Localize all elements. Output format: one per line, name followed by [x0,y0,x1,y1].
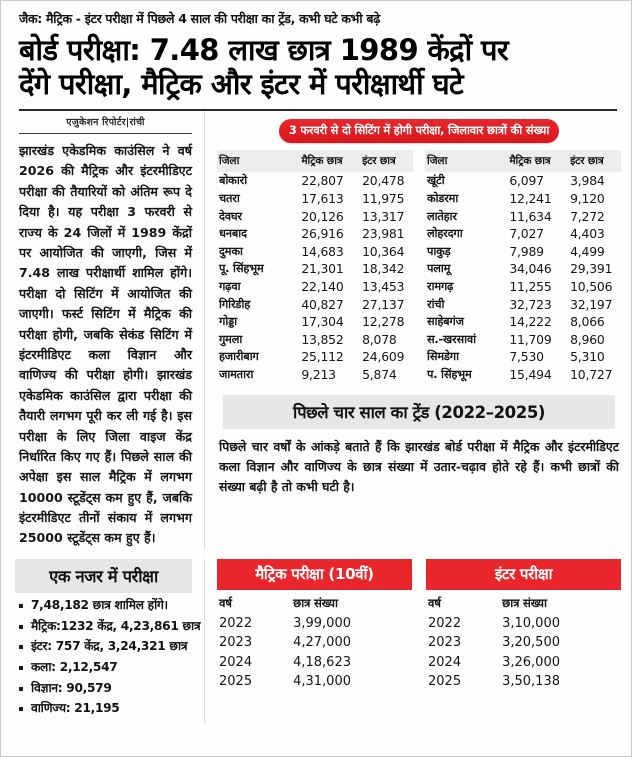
inter-count: 8,960 [570,331,605,347]
table-row [217,172,413,190]
list-item: वाणिज्य: 21,195 [19,702,192,714]
inter-count: 5,874 [362,366,397,382]
matric-count: 17,304 [301,314,344,330]
table-row [217,190,413,208]
list-item: विज्ञान: 90,579 [19,682,192,694]
student-count-cell: 3,10,000 [502,616,560,632]
district-name: साहेबगंज [427,315,464,329]
glance-list [15,597,201,716]
matric-count: 22,807 [301,173,344,189]
year-cell: 2025 [219,674,253,690]
district-right-body [425,172,621,383]
page-title [19,33,617,101]
inter-count: 5,310 [570,349,605,365]
inter-count: 3,984 [570,173,605,189]
inter-count: 8,066 [570,314,605,330]
table-header-row [217,595,412,614]
district-name: हजारीबाग [219,350,259,364]
col-header-inter: इंटर छात्र [566,150,621,172]
district-name: चतरा [219,191,240,205]
inter-count: 27,137 [362,296,405,312]
district-name: प. सिंहभूम [427,367,472,381]
inter-count: 4,499 [570,243,605,259]
district-left-body [217,172,413,383]
table-row [426,633,621,652]
lede-paragraph: झारखंड एकेडमिक काउंसिल ने वर्ष 2026 की मैट्रिक और इंटरमीडिएट परीक्षा की तैयारियों को अंतिम रूप दे दिया है। यह परीक्षा 3 फरवरी से राज्य के 24 जिलों में 1989 केंद्रों पर आयोजित की जाएगी, जिस में 7.48 लाख परीक्षार्थी शामिल होंगे। परीक्षा दो सिटिंग में आयोजित की जाएगी। फर्स्ट सिटिंग में मैट्रिक की परीक्षा होगी, जबकि सेकंड सिटिंग में इंटरमीडिएट कला विज्ञान और वाणिज्य की परीक्षा होगी। झारखंड एकेडमिक काउंसिल द्वारा परीक्षा की तैयारी लगभग पूरी कर ली गई है। इस परीक्षा के लिए जिला वाइज केंद्र निर्धारित किए गए हैं। पिछले साल की अपेक्षा इस साल मैट्रिक में लगभग 10000 स्टूडेंट्स कम हुए हैं, जबकि इंटरमीडिएट तीनों संकाय में लगभग 25000 स्टूडेंट्स कम हुए हैं। [19,143,192,546]
district-table-right-block [425,150,621,383]
district-name: गोड्डा [219,315,237,329]
table-row [425,242,621,260]
district-name: कोडरमा [427,191,459,205]
matric-count: 32,723 [509,296,552,312]
matric-count: 34,046 [509,261,552,277]
district-name: स.-खरसावां [427,332,476,346]
table-row [217,225,413,243]
student-count-cell: 3,20,500 [502,635,560,651]
table-row [425,313,621,331]
student-count-cell: 4,18,623 [293,654,351,670]
table-row [426,614,621,633]
story-column [1,111,205,549]
district-tables [217,150,621,383]
inter-count: 7,272 [570,208,605,224]
table-row [217,348,413,366]
table-header-row [426,595,621,614]
col-header-year: वर्ष [428,595,441,610]
matric-count: 17,613 [301,190,344,206]
bottom-section [1,559,631,723]
list-item: 7,48,182 छात्र शामिल होंगे। [19,599,192,611]
district-name: लातेहार [427,209,457,223]
article-body [1,111,631,549]
inter-year-body [426,614,621,692]
district-banner: 3 फरवरी से दो सिटिंग में होगी परीक्षा, जिलावार छात्रों की संख्या [279,119,559,143]
district-name: पाकुड़ [427,244,451,258]
col-header-year: वर्ष [219,595,232,610]
student-count-cell: 4,27,000 [293,635,351,651]
matric-count: 6,097 [509,173,544,189]
student-count-cell: 3,99,000 [293,616,351,632]
inter-count: 10,727 [570,366,613,382]
matric-year-table [217,595,412,692]
list-item: कला: 2,12,547 [19,661,192,673]
table-row [217,260,413,278]
table-row [217,330,413,348]
table-row [425,190,621,208]
inter-count: 13,317 [362,208,405,224]
glance-box [1,559,205,723]
kicker-line: जैक: मैट्रिक - इंटर परीक्षा में पिछले 4 साल की परीक्षा का ट्रेंड, कभी घटे कभी बढ़े [19,11,380,26]
district-name: लोहरदगा [427,227,463,241]
matric-year-table-block [217,559,412,692]
district-name: दुमका [219,244,243,258]
table-row [217,672,412,691]
table-row [425,260,621,278]
district-name: रामगढ़ [427,279,454,293]
inter-count: 12,278 [362,314,405,330]
district-name: सिमडेगा [427,350,459,364]
inter-count: 11,975 [362,190,405,206]
matric-count: 26,916 [301,226,344,242]
inter-table-title: इंटर परीक्षा [426,559,621,590]
matric-table-title: मैट्रिक परीक्षा (10वीं) [217,559,412,590]
district-table-right [425,150,621,383]
table-row [217,278,413,296]
district-table-left-block [217,150,413,383]
table-row [426,672,621,691]
matric-count: 7,027 [509,226,544,242]
matric-count: 14,683 [301,243,344,259]
table-row [425,278,621,296]
district-name: रांची [427,297,445,311]
matric-count: 11,634 [509,208,552,224]
student-count-cell: 3,26,000 [502,654,560,670]
col-header-matric: मैट्रिक छात्र [505,150,566,172]
inter-year-table-block [426,559,621,692]
year-cell: 2022 [428,616,462,632]
table-row [425,207,621,225]
matric-count: 15,494 [509,366,552,382]
table-row [217,633,412,652]
year-cell: 2024 [428,654,462,670]
table-header-row [425,150,621,172]
list-item: मैट्रिक:1232 केंद्र, 4,23,861 छात्र [19,620,192,632]
inter-count: 4,403 [570,226,605,242]
table-row [425,172,621,190]
matric-count: 7,530 [509,349,544,365]
student-count-cell: 3,50,138 [502,674,560,690]
list-item: इंटर: 757 केंद्र, 3,24,321 छात्र [19,640,192,652]
table-row [217,313,413,331]
table-header-row [217,150,413,172]
col-header-district: जिला [425,150,505,172]
table-row [217,366,413,384]
matric-count: 9,213 [301,366,336,382]
year-cell: 2023 [219,635,253,651]
matric-year-body [217,614,412,692]
inter-count: 18,342 [362,261,405,277]
table-row [425,348,621,366]
inter-count: 8,078 [362,331,397,347]
table-row [425,295,621,313]
matric-count: 22,140 [301,278,344,294]
matric-count: 7,989 [509,243,544,259]
table-row [426,653,621,672]
table-row [217,242,413,260]
glance-title: एक नजर में परीक्षा [15,559,192,593]
year-cell: 2024 [219,654,253,670]
year-trend-tables [205,559,631,692]
masthead [1,1,631,111]
matric-count: 14,222 [509,314,552,330]
district-name: जामतारा [219,367,254,381]
col-header-matric: मैट्रिक छात्र [297,150,358,172]
district-name: गुमला [219,332,243,346]
col-header-district: जिला [217,150,297,172]
table-row [425,330,621,348]
district-name: गढ़वा [219,279,241,293]
inter-count: 10,364 [362,243,405,259]
matric-count: 12,241 [509,190,552,206]
district-name: खूंटी [427,174,445,188]
year-cell: 2025 [428,674,462,690]
year-cell: 2022 [219,616,253,632]
table-row [425,225,621,243]
inter-count: 20,478 [362,173,405,189]
col-header-students: छात्र संख्या [502,595,547,610]
table-row [217,207,413,225]
matric-count: 25,112 [301,349,344,365]
district-name: धनबाद [219,227,247,241]
byline: एजुकेशन रिपोर्टर|रांची [19,115,192,134]
headline-line-1: बोर्ड परीक्षा: 7.48 लाख छात्र 1989 केंद्रों पर [19,32,509,67]
matric-count: 40,827 [301,296,344,312]
col-header-students: छात्र संख्या [293,595,338,610]
year-cell: 2023 [428,635,462,651]
inter-count: 23,981 [362,226,405,242]
district-name: पू. सिंहभूम [219,262,264,276]
inter-count: 32,197 [570,296,613,312]
district-name: पलामू [427,262,451,276]
matric-count: 13,852 [301,331,344,347]
table-row [217,295,413,313]
headline-line-2: देंगे परीक्षा, मैट्रिक और इंटर में परीक्षार्थी घटे [19,66,464,101]
table-row [425,366,621,384]
inter-count: 24,609 [362,349,405,365]
district-name: बोकारो [219,174,247,188]
inter-count: 9,120 [570,190,605,206]
data-column [205,111,631,549]
matric-count: 11,255 [509,278,552,294]
district-name: देवघर [219,209,242,223]
matric-count: 11,709 [509,331,552,347]
matric-count: 21,301 [301,261,344,277]
inter-count: 29,391 [570,261,613,277]
inter-count: 13,453 [362,278,405,294]
district-table-left [217,150,413,383]
matric-count: 20,126 [301,208,344,224]
district-name: गिरिडीह [219,297,251,311]
col-header-inter: इंटर छात्र [358,150,413,172]
trend-section-title: पिछले चार साल का ट्रेंड (2022–2025) [223,395,615,429]
student-count-cell: 4,31,000 [293,674,351,690]
inter-count: 10,506 [570,278,613,294]
table-row [217,614,412,633]
table-row [217,653,412,672]
trend-section-text: पिछले चार वर्षों के आंकड़े बताते हैं कि झारखंड बोर्ड परीक्षा में मैट्रिक और इंटरमीडिएट कला विज्ञान और वाणिज्य के छात्र संख्या में उतार-चढ़ाव होते रहे हैं। कभी छात्रों की संख्या बढ़ी है तो कभी घटी है। [219,439,619,494]
inter-year-table [426,595,621,692]
